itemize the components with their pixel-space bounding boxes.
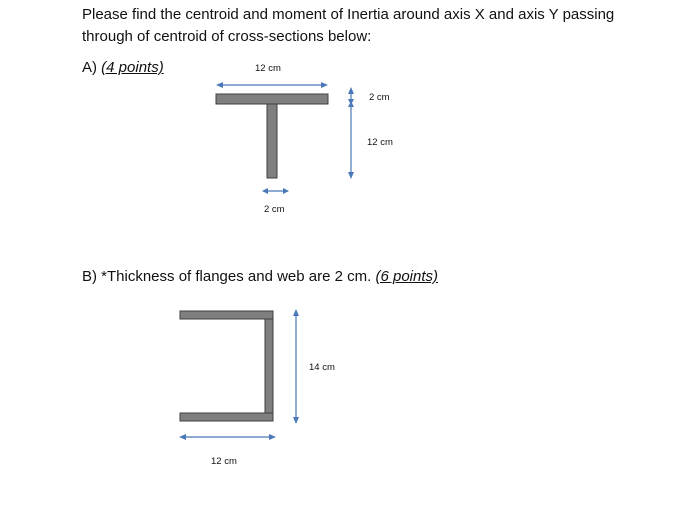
part-a-label: A) — [82, 59, 102, 76]
question-line-2: through of centroid of cross-sections below: — [82, 28, 372, 45]
part-b-points: (6 points) — [375, 268, 439, 285]
a-web-thickness-label: 2 cm — [264, 204, 285, 215]
a-flange-width-label: 12 cm — [255, 63, 281, 74]
channel-bottom-flange — [180, 413, 273, 421]
channel-section — [180, 311, 273, 421]
a-height-label: 12 cm — [367, 137, 393, 148]
part-b-label: B) *Thickness of flanges and web are 2 cm. — [82, 268, 376, 285]
channel-top-flange — [180, 311, 273, 319]
b-height-label: 14 cm — [309, 362, 335, 373]
part-a-points: (4 points) — [101, 59, 164, 76]
a-web-thickness-arrow — [262, 188, 289, 194]
a-flange-thickness-label: 2 cm — [369, 92, 390, 103]
channel-web — [265, 319, 273, 413]
a-width-arrow — [216, 82, 328, 88]
t-flange — [216, 94, 328, 104]
t-section — [216, 94, 328, 178]
question-line-1: Please find the centroid and moment of Inertia around axis X and axis Y passing — [82, 6, 615, 23]
b-width-arrow — [179, 434, 276, 440]
b-width-label: 12 cm — [211, 456, 237, 467]
a-flange-thickness-arrow — [348, 87, 354, 110]
a-height-arrow — [348, 110, 354, 179]
b-height-arrow — [293, 309, 299, 424]
t-web — [267, 104, 277, 178]
